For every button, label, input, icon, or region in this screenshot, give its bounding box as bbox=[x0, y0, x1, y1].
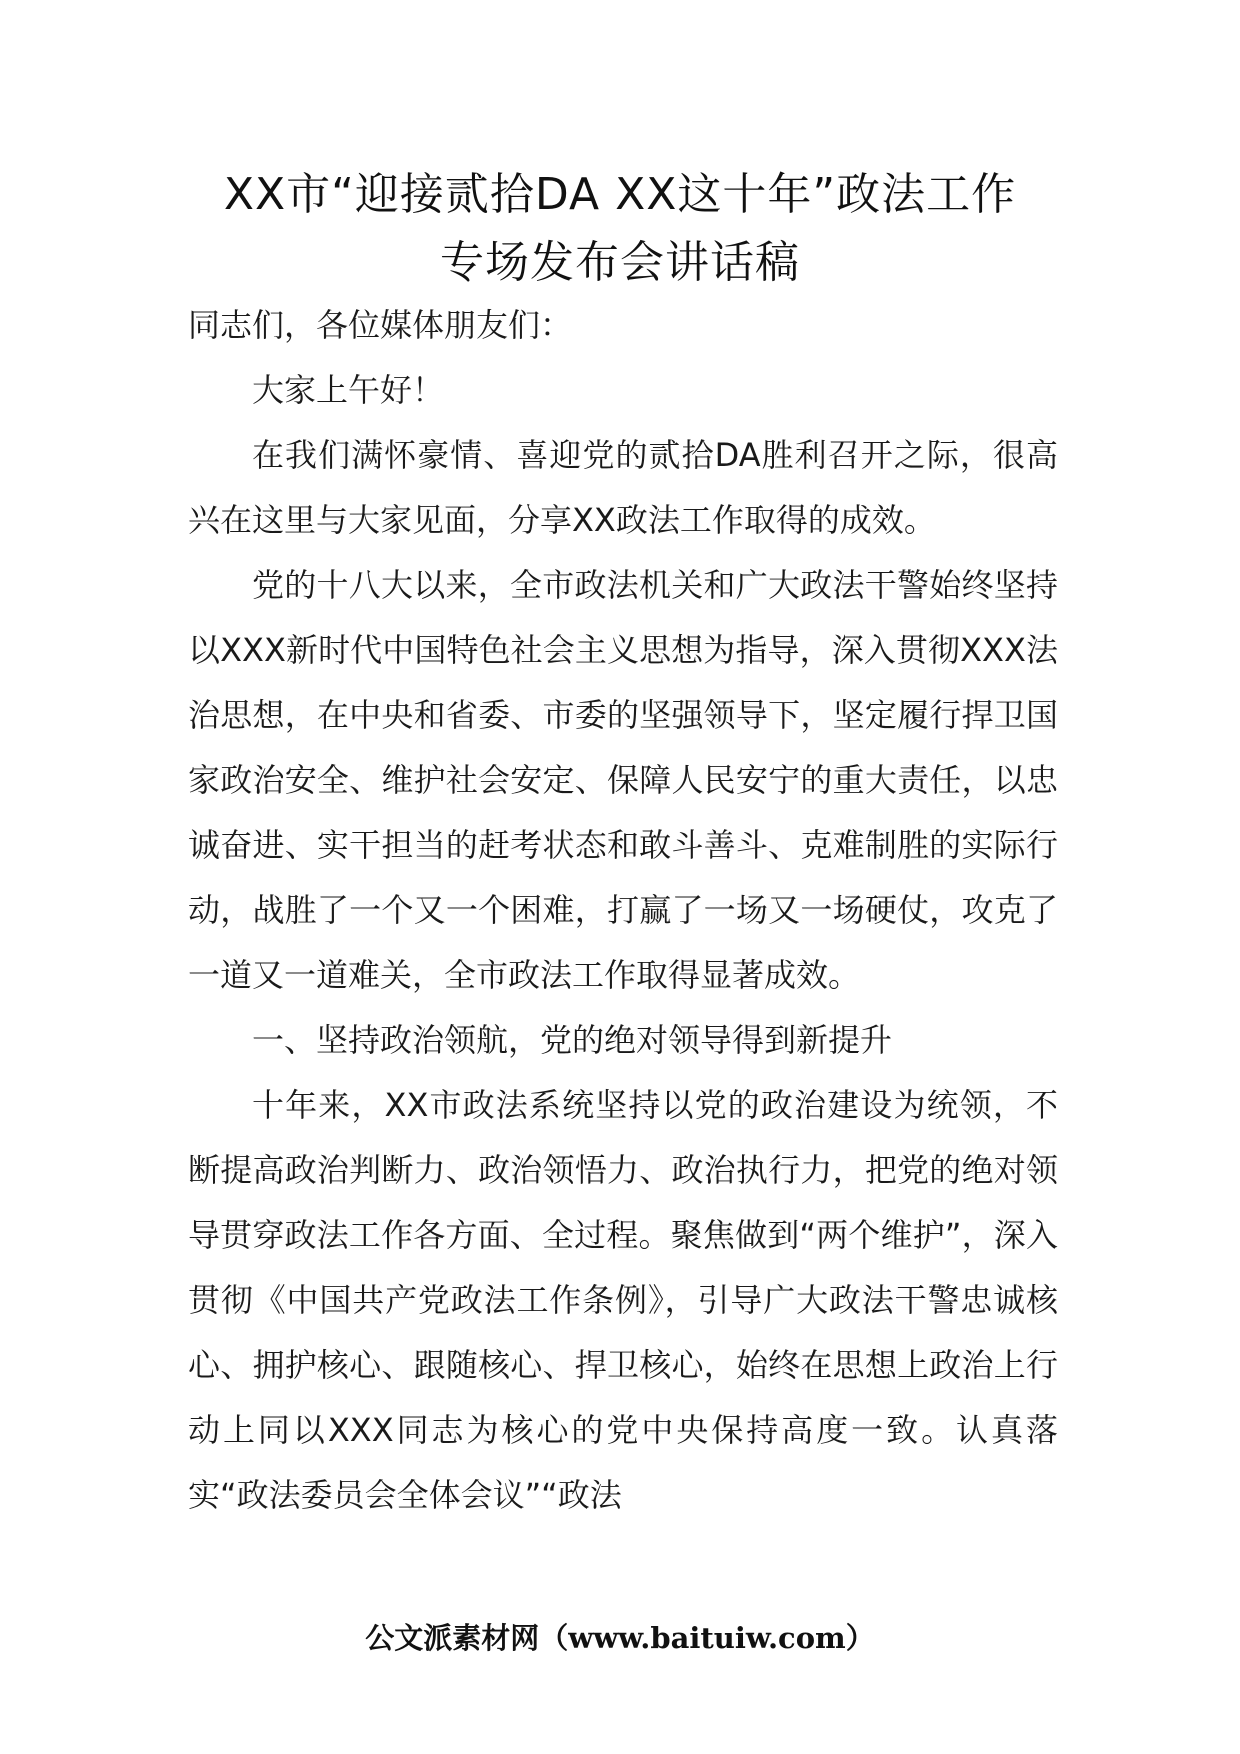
section-heading: 一、坚持政治领航，党的绝对领导得到新提升 bbox=[252, 1021, 893, 1059]
salutation: 同志们，各位媒体朋友们： bbox=[188, 306, 573, 344]
section-paragraph: 十年来，XX市政法系统坚持以党的政治建设为统领，不断提高政治判断力、政治领悟力、政治执行力，把党的绝对领导贯穿政法工作各方面、全过程。聚焦做到“两个维护”，深入贯彻《中国共产党政法工作条例》，引导广大政法干警忠诚核心、拥护核心、跟随核心、捍卫核心，始终在思想上政治上行动上同以XXX同志为核心的党中央保持高度一致。认真落实“政法委员会全体会议”“政法 bbox=[188, 1086, 1058, 1514]
paragraph-achievements: 党的十八大以来，全市政法机关和广大政法干警始终坚持以XXX新时代中国特色社会主义思想为指导，深入贯彻XXX法治思想，在中央和省委、市委的坚强领导下，坚定履行捍卫国家政治安全、维护社会安定、保障人民安宁的重大责任，以忠诚奋进、实干担当的赶考状态和敢斗善斗、克难制胜的实际行动，战胜了一个又一个困难，打赢了一场又一场硬仗，攻克了一道又一道难关，全市政法工作取得显著成效。 bbox=[188, 566, 1058, 994]
watermark-footer: 公文派素材网（www.baituiw.com） bbox=[365, 1621, 875, 1655]
paragraph-greeting: 大家上午好！ bbox=[252, 371, 445, 409]
document-body bbox=[188, 293, 1058, 1528]
document-title-line-2: 专场发布会讲话稿 bbox=[440, 237, 800, 288]
paragraph-intro: 在我们满怀豪情、喜迎党的贰拾DA胜利召开之际，很高兴在这里与大家见面，分享XX政法工作取得的成效。 bbox=[188, 436, 1058, 539]
document-title-line-1: XX市“迎接贰拾DA XX这十年”政法工作 bbox=[223, 169, 1017, 220]
